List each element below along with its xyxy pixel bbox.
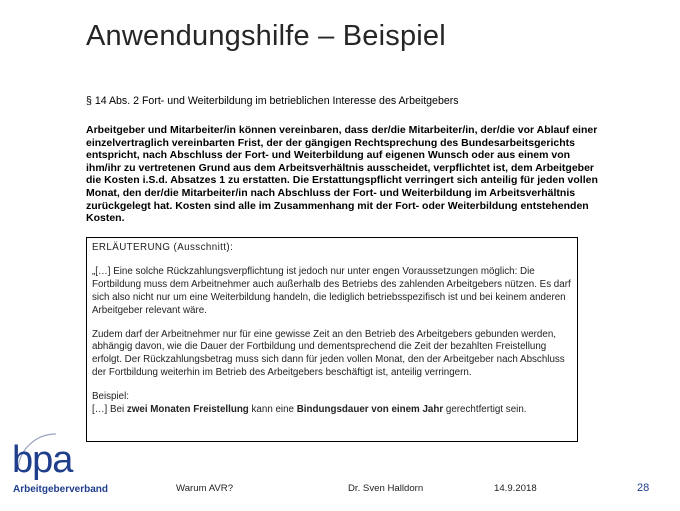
- footer-topic: Warum AVR?: [176, 483, 234, 494]
- regulation-text: Arbeitgeber und Mitarbeiter/in können vereinbaren, dass der/die Mitarbeiter/in, der/die vor Ablauf einer einzelvertraglich vereinbarten Frist, der der gängigen Rechtsprechung des Bundesarbeitsgerichts entspricht, nach Abschluss der Fort- und Weiterbildung auf eigenen Wunsch oder aus einem von ihm/ihr zu vertretenen Grund aus dem Arbeitsverhältnis ausscheidet, verpflichtet ist, dem Arbeitgeber die Kosten i.S.d. Absatzes 1 zu erstatten. Die Erstattungspflicht verringert sich anteilig für jeden vollen Monat, den der/die Mitarbeiter/in nach Abschluss der Fort- und Weiterbildung im Arbeitsverhältnis zurückgelegt hat. Kosten sind alle im Zusammenhang mit der Fort- oder Weiterbildung entstehenden Kosten.: [86, 124, 598, 225]
- example-middle: kann eine: [248, 404, 297, 416]
- example-prefix: […] Bei: [92, 404, 127, 416]
- page-title: Anwendungshilfe – Beispiel: [86, 20, 446, 52]
- example-label: Beispiel:: [92, 391, 130, 403]
- explanation-paragraph-2: Zudem darf der Arbeitnehmer nur für eine gewisse Zeit an den Betrieb des Arbeitgebers gebunden werden, abhängig davon, wie die Dauer der Fortbildung und dementsprechend die Zeit der bezahlten Freistellung erfolgt. Der Rückzahlungsbetrag muss sich dann für jeden vollen Monat, den der Arbeitgeber nach Abschluss der Fortbildung weiterhin im Betrieb des Arbeitgebers beschäftigt ist, anteilig verringern.: [92, 328, 565, 379]
- logo-mark: bpa: [12, 439, 73, 481]
- footer-author: Dr. Sven Halldorn: [348, 483, 424, 494]
- example-emphasis-2: Bindungsdauer von einem Jahr: [296, 404, 444, 416]
- example-text: [92, 404, 572, 417]
- example-suffix: gerechtfertigt sein.: [443, 404, 527, 416]
- page-number: 28: [637, 482, 650, 494]
- bpa-logo: [12, 428, 127, 500]
- logo-caption: Arbeitgeberverband: [13, 484, 109, 495]
- section-subtitle: § 14 Abs. 2 Fort- und Weiterbildung im betrieblichen Interesse des Arbeitgebers: [86, 95, 459, 107]
- example-emphasis-1: zwei Monaten Freistellung: [126, 404, 249, 416]
- explanation-heading: ERLÄUTERUNG (Ausschnitt):: [92, 242, 234, 253]
- explanation-paragraph-1: „[…] Eine solche Rückzahlungsverpflichtung ist jedoch nur unter engen Voraussetzungen möglich: Die Fortbildung muss dem Arbeitnehmer auch außerhalb des Betriebs des zahlenden Arbeitgebers nützen. Es darf sich also nicht nur um eine Weiterbildung handeln, die lediglich betriebsspezifisch ist und bei keinem anderen Arbeitgeber relevant wäre.: [92, 265, 571, 316]
- footer-date: 14.9.2018: [494, 483, 537, 494]
- explanation-box: [86, 237, 578, 442]
